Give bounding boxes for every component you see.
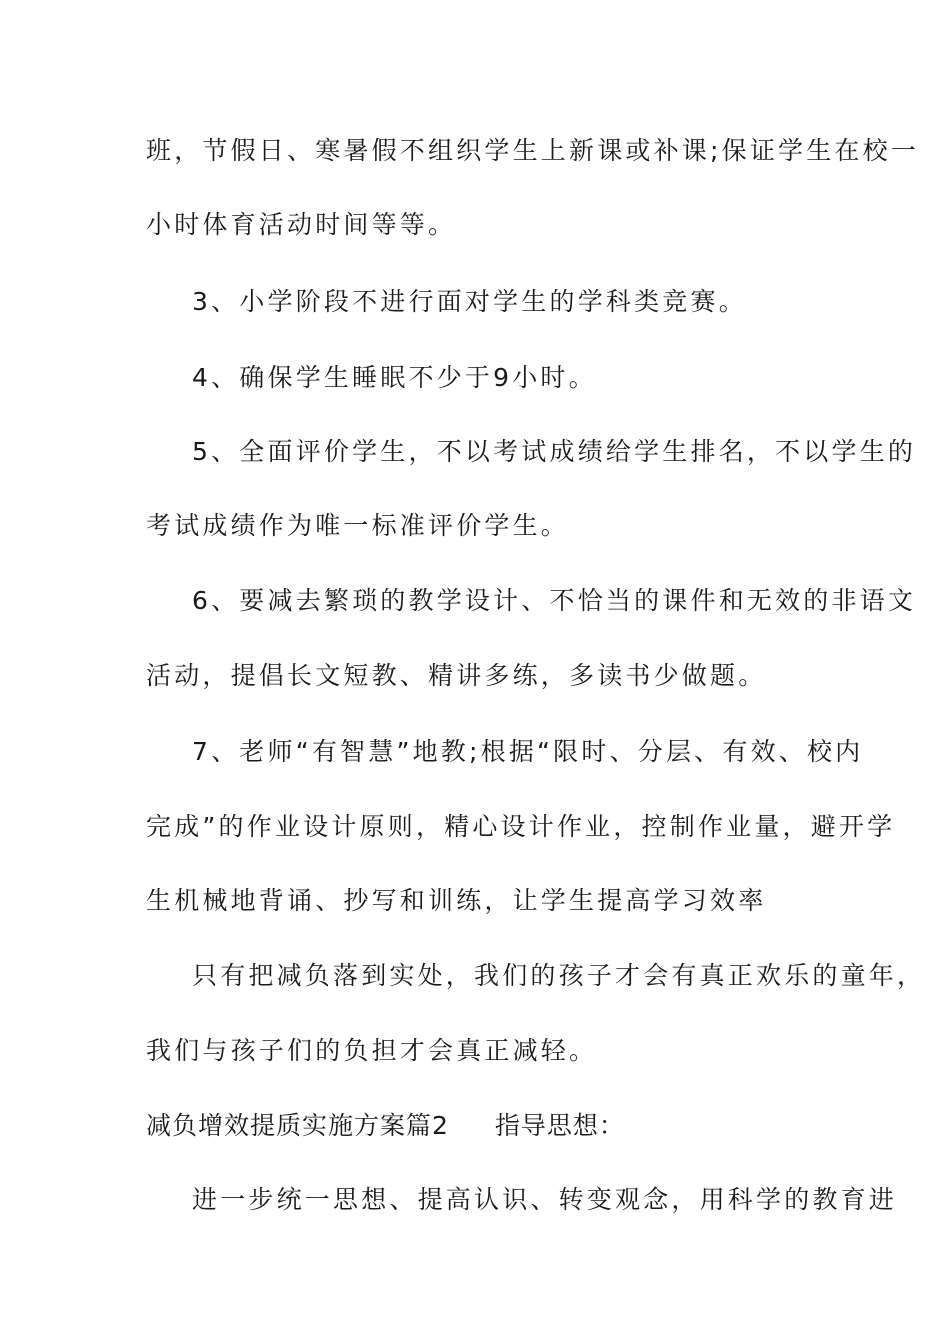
section-title: 减负增效提质实施方案篇2 (146, 1111, 449, 1140)
text-line: 小时体育活动时间等等。 (146, 210, 457, 239)
text-line: 生机械地背诵、抄写和训练，让学生提高学习效率 (146, 886, 767, 915)
paragraph-conclusion: 只有把减负落到实处，我们的孩子才会有真正欢乐的童年， (192, 961, 926, 990)
list-item-6: 6、要减去繁琐的教学设计、不恰当的课件和无效的非语文 (192, 586, 917, 615)
list-item-7: 7、老师“有智慧”地教;根据“限时、分层、有效、校内 (192, 737, 864, 766)
text-line: 我们与孩子们的负担才会真正减轻。 (146, 1036, 598, 1065)
list-item-4: 4、确保学生睡眠不少于9小时。 (192, 363, 597, 392)
text-line: 考试成绩作为唯一标准评价学生。 (146, 511, 570, 540)
text-line: 班，节假日、寒暑假不组织学生上新课或补课;保证学生在校一 (146, 136, 920, 165)
text-line: 完成”的作业设计原则，精心设计作业，控制作业量，避开学 (146, 812, 896, 841)
text-line: 活动，提倡长文短教、精讲多练，多读书少做题。 (146, 661, 767, 690)
list-item-5: 5、全面评价学生，不以考试成绩给学生排名，不以学生的 (192, 437, 917, 466)
section-heading (146, 1109, 625, 1143)
section-subtitle: 指导思想： (494, 1111, 625, 1140)
paragraph-start: 进一步统一思想、提高认识、转变观念，用科学的教育进 (192, 1185, 898, 1214)
list-item-3: 3、小学阶段不进行面对学生的学科类竞赛。 (192, 287, 747, 316)
